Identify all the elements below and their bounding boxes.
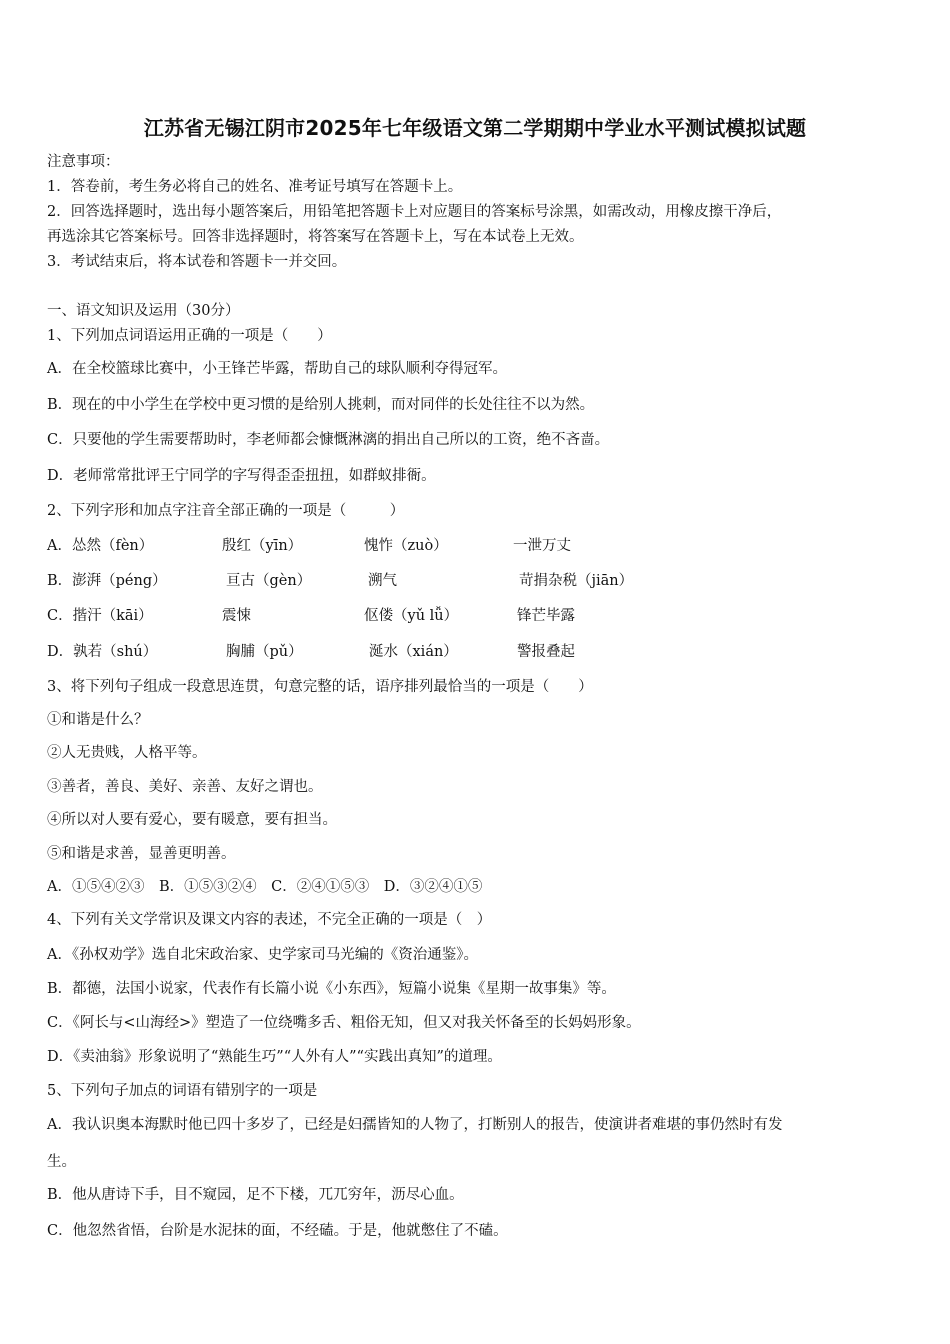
q2-stem: 2、下列字形和加点字注音全部正确的一项是（ ）	[47, 503, 405, 519]
q5-stem: 5、下列句子加点的词语有错别字的一项是	[47, 1083, 318, 1099]
q5-option-a-continued: 生。	[47, 1154, 76, 1170]
q4-option-c: C．《阿长与<山海经>》塑造了一位绕嘴多舌、粗俗无知，但又对我关怀备至的长妈妈形象。	[47, 1015, 641, 1031]
q3-sentence: ⑤和谐是求善，显善更明善。	[47, 846, 236, 862]
q3-sentence: ④所以对人要有爱心，要有暖意，要有担当。	[47, 812, 337, 828]
q5-option-b: B．他从唐诗下手，目不窥园，足不下楼，兀兀穷年，沥尽心血。	[47, 1187, 464, 1203]
q5-option-a: A．我认识奥本海默时他已四十多岁了，已经是妇孺皆知的人物了，打断别人的报告，使演讲者难堪的事仍然时有发	[47, 1117, 783, 1133]
q5-option-c: C．他忽然省悟，台阶是水泥抹的面，不经磕。于是，他就憋住了不磕。	[47, 1223, 508, 1239]
notice-item: 1．答卷前，考生务必将自己的姓名、准考证号填写在答题卡上。	[47, 179, 463, 195]
q3-options: A．①⑤④②③ B．①⑤③②④ C．②④①⑤③ D．③②④①⑤	[47, 879, 483, 895]
q3-sentence: ②人无贵贱，人格平等。	[47, 745, 207, 761]
q1-option-c: C．只要他的学生需要帮助时，李老师都会慷慨淋漓的捐出自己所以的工资，绝不吝啬。	[47, 432, 610, 448]
q2-cell: 涎水（xián）	[369, 644, 458, 660]
notice-item: 3．考试结束后，将本试卷和答题卡一并交回。	[47, 254, 347, 270]
q2-cell: D．孰若（shú）	[47, 644, 158, 660]
q2-cell: 警报叠起	[517, 644, 575, 660]
q1-option-a: A．在全校篮球比赛中，小王锋芒毕露，帮助自己的球队顺利夺得冠军。	[47, 361, 507, 377]
q2-cell: A．怂然（fèn）	[47, 538, 154, 554]
section-heading: 一、语文知识及运用（30分）	[47, 303, 240, 319]
q4-option-b: B．都德，法国小说家，代表作有长篇小说《小东西》，短篇小说集《星期一故事集》等。	[47, 981, 616, 997]
q1-stem: 1、下列加点词语运用正确的一项是（ ）	[47, 328, 332, 344]
notice-heading: 注意事项：	[47, 154, 120, 170]
q2-cell: 震悚	[222, 608, 251, 624]
q2-cell: 一泄万丈	[513, 538, 571, 554]
q4-stem: 4、下列有关文学常识及课文内容的表述，不完全正确的一项是（ ）	[47, 912, 492, 928]
page-title: 江苏省无锡江阴市2025年七年级语文第二学期期中学业水平测试模拟试题	[143, 116, 807, 140]
q1-option-b: B．现在的中小学生在学校中更习惯的是给别人挑刺，而对同伴的长处往往不以为然。	[47, 397, 595, 413]
q2-cell: C．揩汗（kāi）	[47, 608, 153, 624]
q4-option-d: D．《卖油翁》形象说明了“熟能生巧”“人外有人”“实践出真知”的道理。	[47, 1049, 502, 1065]
q4-option-a: A．《孙权劝学》选自北宋政治家、史学家司马光编的《资治通鉴》。	[47, 947, 478, 963]
notice-item: 再选涂其它答案标号。回答非选择题时，将答案写在答题卡上，写在本试卷上无效。	[47, 229, 584, 245]
q3-sentence: ③善者，善良、美好、亲善、友好之谓也。	[47, 779, 323, 795]
q2-cell: 伛偻（yǔ lǚ）	[364, 608, 459, 624]
q2-cell: 溯气	[368, 573, 397, 589]
q2-cell: 苛捐杂税（jiān）	[519, 573, 634, 589]
q2-cell: 愧怍（zuò）	[364, 538, 448, 554]
q2-cell: 亘古（gèn）	[226, 573, 312, 589]
q3-stem: 3、将下列句子组成一段意思连贯，句意完整的话，语序排列最恰当的一项是（ ）	[47, 679, 593, 695]
q3-sentence: ①和谐是什么？	[47, 712, 149, 728]
notice-item: 2．回答选择题时，选出每小题答案后，用铅笔把答题卡上对应题目的答案标号涂黑，如需改动，用橡皮擦干净后，	[47, 204, 782, 220]
q2-cell: 殷红（yīn）	[222, 538, 303, 554]
q1-option-d: D．老师常常批评王宁同学的字写得歪歪扭扭，如群蚁排衙。	[47, 468, 436, 484]
q2-cell: B．澎湃（péng）	[47, 573, 167, 589]
q2-cell: 锋芒毕露	[517, 608, 575, 624]
q2-cell: 胸脯（pǔ）	[226, 644, 303, 660]
